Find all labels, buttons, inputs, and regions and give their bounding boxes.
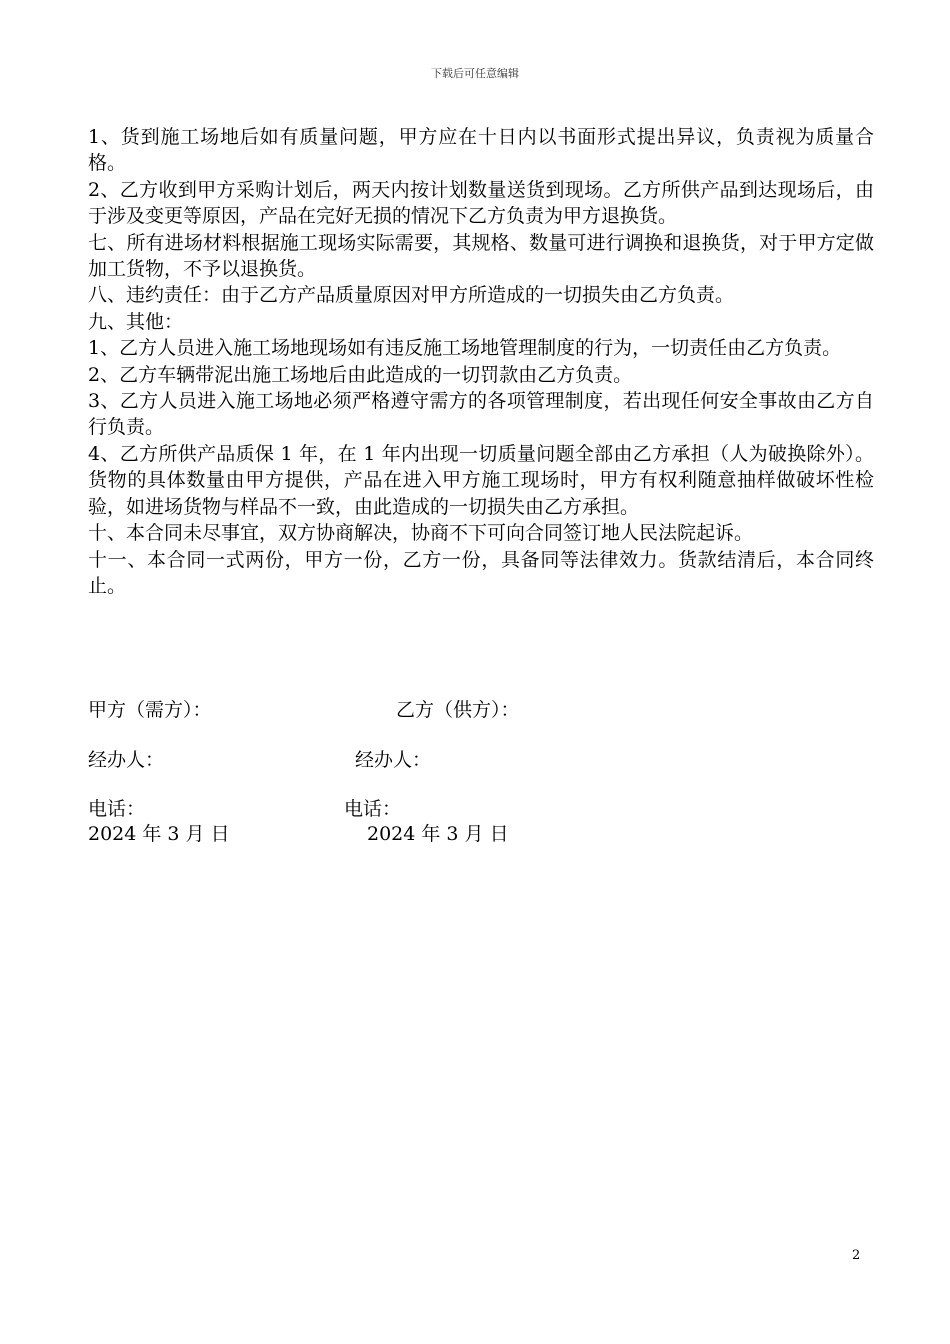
clause-eight-liability: 八、违约责任：由于乙方产品质量原因对甲方所造成的一切损失由乙方负责。 bbox=[88, 284, 735, 307]
page-header: 下载后可任意编辑 bbox=[431, 67, 519, 80]
phone-b-label: 电话： bbox=[344, 798, 402, 820]
agent-a-label: 经办人： bbox=[88, 749, 165, 771]
contract-body bbox=[88, 124, 874, 599]
clause-quality-objection: 1、货到施工场地后如有质量问题，甲方应在十日内以书面形式提出异议，负责视为质量合格。 bbox=[88, 126, 874, 175]
clause-nine-heading: 九、其他： bbox=[88, 310, 184, 333]
clause-seven-materials-exchange: 七、所有进场材料根据施工现场实际需要，其规格、数量可进行调换和退换货，对于甲方定做加工货物，不予以退换货。 bbox=[88, 231, 874, 281]
phone-a-label: 电话： bbox=[88, 798, 146, 820]
clause-nine-item-2: 2、乙方车辆带泥出施工场地后由此造成的一切罚款由乙方负责。 bbox=[88, 363, 633, 386]
clause-delivery-return: 2、乙方收到甲方采购计划后，两天内按计划数量送货到现场。乙方所供产品到达现场后，由于涉及变更等原因，产品在完好无损的情况下乙方负责为甲方退换货。 bbox=[88, 178, 874, 228]
date-a: 2024 年 3 月 日 bbox=[88, 823, 230, 845]
clause-eleven-copies: 十一、本合同一式两份，甲方一份，乙方一份，具备同等法律效力。货款结清后，本合同终止。 bbox=[88, 548, 874, 597]
clause-nine-item-3: 3、乙方人员进入施工场地必须严格遵守需方的各项管理制度，若出现任何安全事故由乙方自行负责。 bbox=[88, 390, 874, 439]
clause-ten-disputes: 十、本合同未尽事宜，双方协商解决，协商不下可向合同签订地人民法院起诉。 bbox=[88, 522, 754, 545]
party-a-label: 甲方（需方）： bbox=[88, 699, 212, 721]
page-number: 2 bbox=[852, 1248, 861, 1263]
clause-nine-item-1: 1、乙方人员进入施工场地现场如有违反施工场地管理制度的行为，一切责任由乙方负责。 bbox=[88, 337, 842, 360]
party-b-label: 乙方（供方）： bbox=[396, 699, 520, 721]
agent-b-label: 经办人： bbox=[355, 749, 432, 771]
clause-nine-item-4: 4、乙方所供产品质保 1 年，在 1 年内出现一切质量问题全部由乙方承担（人为破换除外）。货物的具体数量由甲方提供，产品在进入甲方施工现场时，甲方有权利随意抽样做破坏性检验，如进场货物与样品不一致，由此造成的一切损失由乙方承担。 bbox=[88, 442, 874, 518]
date-b: 2024 年 3 月 日 bbox=[367, 823, 509, 845]
